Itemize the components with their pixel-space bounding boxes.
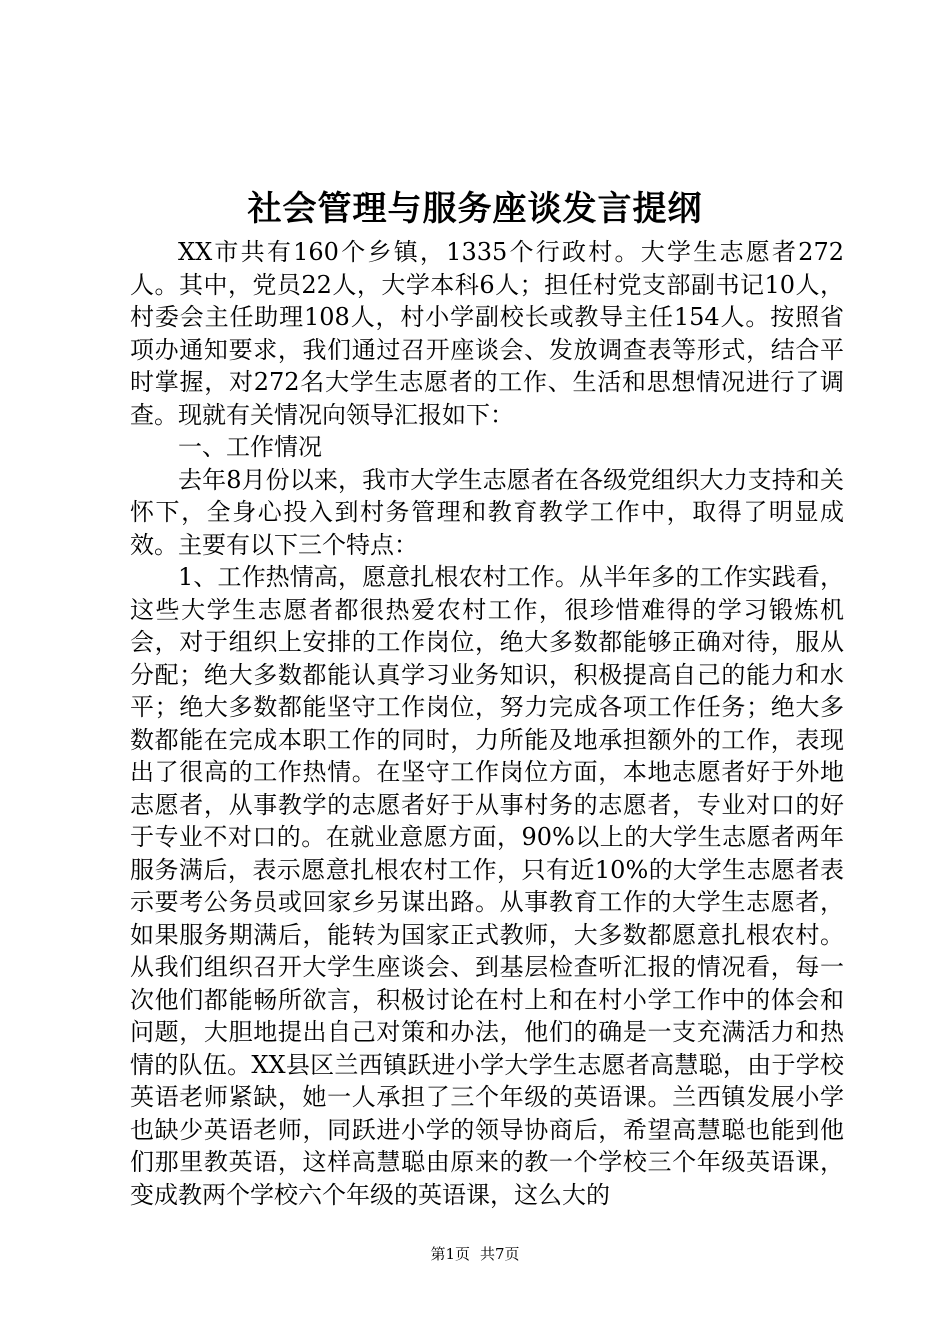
page-number-current: 第1页 [430,1245,470,1263]
page-footer [0,1244,950,1264]
paragraph-work-overview: 去年8月份以来，我市大学生志愿者在各级党组织大力支持和关怀下，全身心投入到村务管理和教育教学工作中，取得了明显成效。主要有以下三个特点： [130,465,844,559]
document-title: 社会管理与服务座谈发言提纲 [247,189,703,229]
paragraph-intro: XX市共有160个乡镇，1335个行政村。大学生志愿者272人。其中，党员22人，大学本科6人；担任村党支部副书记10人，村委会主任助理108人，村小学副校长或教导主任154人。按照省项办通知要求，我们通过召开座谈会、发放调查表等形式，结合平时掌握，对272名大学生志愿者的工作、生活和思想情况进行了调查。现就有关情况向领导汇报如下： [130,238,844,429]
document-body [130,236,844,1211]
page-number-total: 共7页 [480,1245,520,1263]
section-heading-work: 一、工作情况 [178,433,322,461]
paragraph-point-1: 1、工作热情高，愿意扎根农村工作。从半年多的工作实践看，这些大学生志愿者都很热爱农村工作，很珍惜难得的学习锻炼机会，对于组织上安排的工作岗位，绝大多数都能够正确对待，服从分配；绝大多数都能认真学习业务知识，积极提高自己的能力和水平；绝大多数都能坚守工作岗位，努力完成各项工作任务；绝大多数都能在完成本职工作的同时，力所能及地承担额外的工作，表现出了很高的工作热情。在坚守工作岗位方面，本地志愿者好于外地志愿者，从事教学的志愿者好于从事村务的志愿者，专业对口的好于专业不对口的。在就业意愿方面，90%以上的大学生志愿者两年服务满后，表示愿意扎根农村工作，只有近10%的大学生志愿者表示要考公务员或回家乡另谋出路。从事教育工作的大学生志愿者，如果服务期满后，能转为国家正式教师，大多数都愿意扎根农村。从我们组织召开大学生座谈会、到基层检查听汇报的情况看，每一次他们都能畅所欲言，积极讨论在村上和在村小学工作中的体会和问题，大胆地提出自己对策和办法，他们的确是一支充满活力和热情的队伍。XX县区兰西镇跃进小学大学生志愿者高慧聪，由于学校英语老师紧缺，她一人承担了三个年级的英语课。兰西镇发展小学也缺少英语老师，同跃进小学的领导协商后，希望高慧聪也能到他们那里教英语，这样高慧聪由原来的教一个学校三个年级英语课，变成教两个学校六个年级的英语课，这么大的 [130,563,844,1209]
